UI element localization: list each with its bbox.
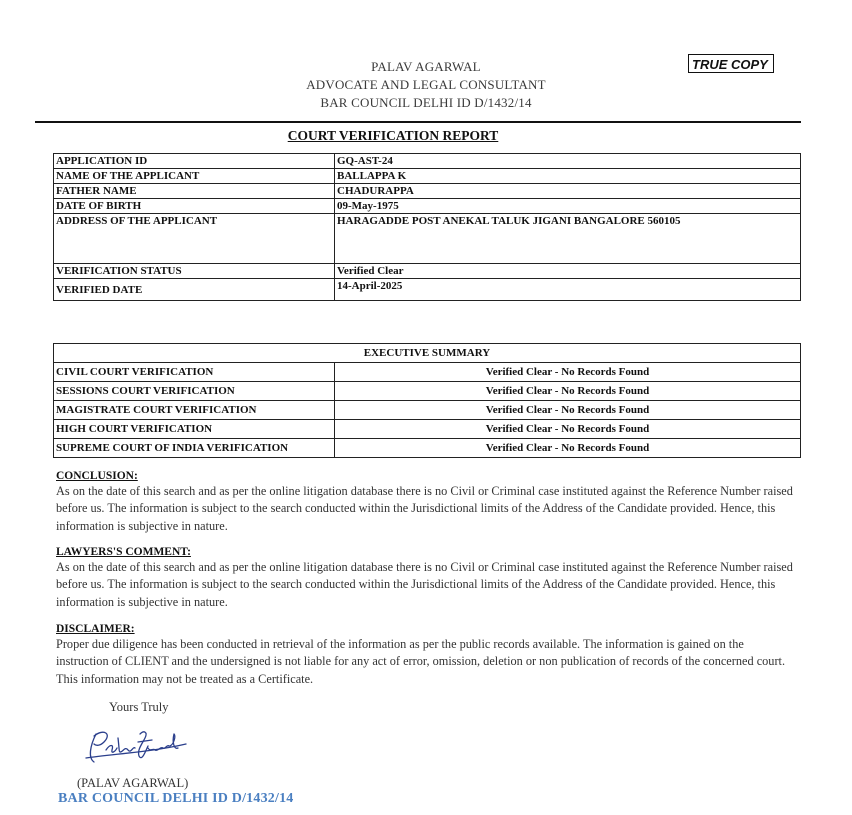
- signatory-bar-id: BAR COUNCIL DELHI ID D/1432/14: [58, 791, 294, 806]
- conclusion-heading: CONCLUSION:: [56, 470, 138, 482]
- table-row: [54, 439, 801, 458]
- table-row: [54, 214, 801, 264]
- father-name-label: FATHER NAME: [54, 184, 335, 199]
- table-row: [54, 199, 801, 214]
- true-copy-stamp: TRUE COPY: [688, 54, 774, 73]
- magistrate-court-label: MAGISTRATE COURT VERIFICATION: [54, 401, 335, 420]
- disclaimer-heading: DISCLAIMER:: [56, 623, 135, 635]
- verified-date-label: VERIFIED DATE: [54, 279, 335, 301]
- application-id-value: GQ-AST-24: [335, 154, 801, 169]
- header-divider: [35, 121, 801, 123]
- table-row: [54, 420, 801, 439]
- table-row: [54, 401, 801, 420]
- civil-court-result: Verified Clear - No Records Found: [335, 363, 801, 382]
- verification-status-label: VERIFICATION STATUS: [54, 264, 335, 279]
- lawyers-comment-heading: LAWYERS'S COMMENT:: [56, 546, 191, 558]
- address-label: ADDRESS OF THE APPLICANT: [54, 214, 335, 264]
- high-court-result: Verified Clear - No Records Found: [335, 420, 801, 439]
- table-row: [54, 382, 801, 401]
- report-title: COURT VERIFICATION REPORT: [287, 128, 499, 143]
- advocate-bar-id: BAR COUNCIL DELHI ID D/1432/14: [320, 95, 532, 110]
- table-row: [54, 363, 801, 382]
- lawyers-comment-section: [56, 545, 796, 611]
- closing-text: Yours Truly: [109, 700, 169, 714]
- lawyers-comment-text: As on the date of this search and as per the online litigation database there is no Civil or Criminal case instituted against the Reference Number raised before us. The information is subject to the search conducted within the Jurisdictional limits of the Address of the Candidate provided. Hence, this information is subjective in nature.: [56, 560, 793, 609]
- father-name-value: CHADURAPPA: [335, 184, 801, 199]
- advocate-designation: ADVOCATE AND LEGAL CONSULTANT: [306, 77, 546, 92]
- civil-court-label: CIVIL COURT VERIFICATION: [54, 363, 335, 382]
- handwritten-signature-icon: [82, 722, 192, 777]
- applicant-name-label: NAME OF THE APPLICANT: [54, 169, 335, 184]
- verified-date-value: 14-April-2025: [335, 279, 801, 301]
- verification-status-value: Verified Clear: [335, 264, 801, 279]
- table-row: [54, 264, 801, 279]
- table-row: [54, 169, 801, 184]
- sessions-court-label: SESSIONS COURT VERIFICATION: [54, 382, 335, 401]
- sessions-court-result: Verified Clear - No Records Found: [335, 382, 801, 401]
- conclusion-section: [56, 469, 796, 535]
- advocate-name: PALAV AGARWAL: [371, 59, 481, 74]
- supreme-court-label: SUPREME COURT OF INDIA VERIFICATION: [54, 439, 335, 458]
- supreme-court-result: Verified Clear - No Records Found: [335, 439, 801, 458]
- applicant-name-value: BALLAPPA K: [335, 169, 801, 184]
- disclaimer-text: Proper due diligence has been conducted in retrieval of the information as per the public records available. The information is gained on the instruction of CLIENT and the undersigned is not liable for any act of error, omission, deletion or non publication of records of the concerned court. This information may not be treated as a Certificate.: [56, 637, 786, 686]
- dob-label: DATE OF BIRTH: [54, 199, 335, 214]
- dob-value: 09-May-1975: [335, 199, 801, 214]
- executive-summary-table: [53, 343, 801, 458]
- application-id-label: APPLICATION ID: [54, 154, 335, 169]
- executive-summary-title: EXECUTIVE SUMMARY: [54, 344, 801, 363]
- table-row: [54, 184, 801, 199]
- applicant-details-table: [53, 153, 801, 301]
- table-row: [54, 344, 801, 363]
- disclaimer-section: [56, 622, 796, 688]
- table-row: [54, 279, 801, 301]
- high-court-label: HIGH COURT VERIFICATION: [54, 420, 335, 439]
- signatory-name: (PALAV AGARWAL): [77, 776, 189, 790]
- table-row: [54, 154, 801, 169]
- conclusion-text: As on the date of this search and as per the online litigation database there is no Civil or Criminal case instituted against the Reference Number raised before us. The information is subject to the search conducted within the Jurisdictional limits of the Address of the Candidate provided. Hence, this information is subjective in nature.: [56, 484, 793, 533]
- letterhead: [0, 58, 852, 112]
- magistrate-court-result: Verified Clear - No Records Found: [335, 401, 801, 420]
- address-value: HARAGADDE POST ANEKAL TALUK JIGANI BANGALORE 560105: [335, 214, 801, 264]
